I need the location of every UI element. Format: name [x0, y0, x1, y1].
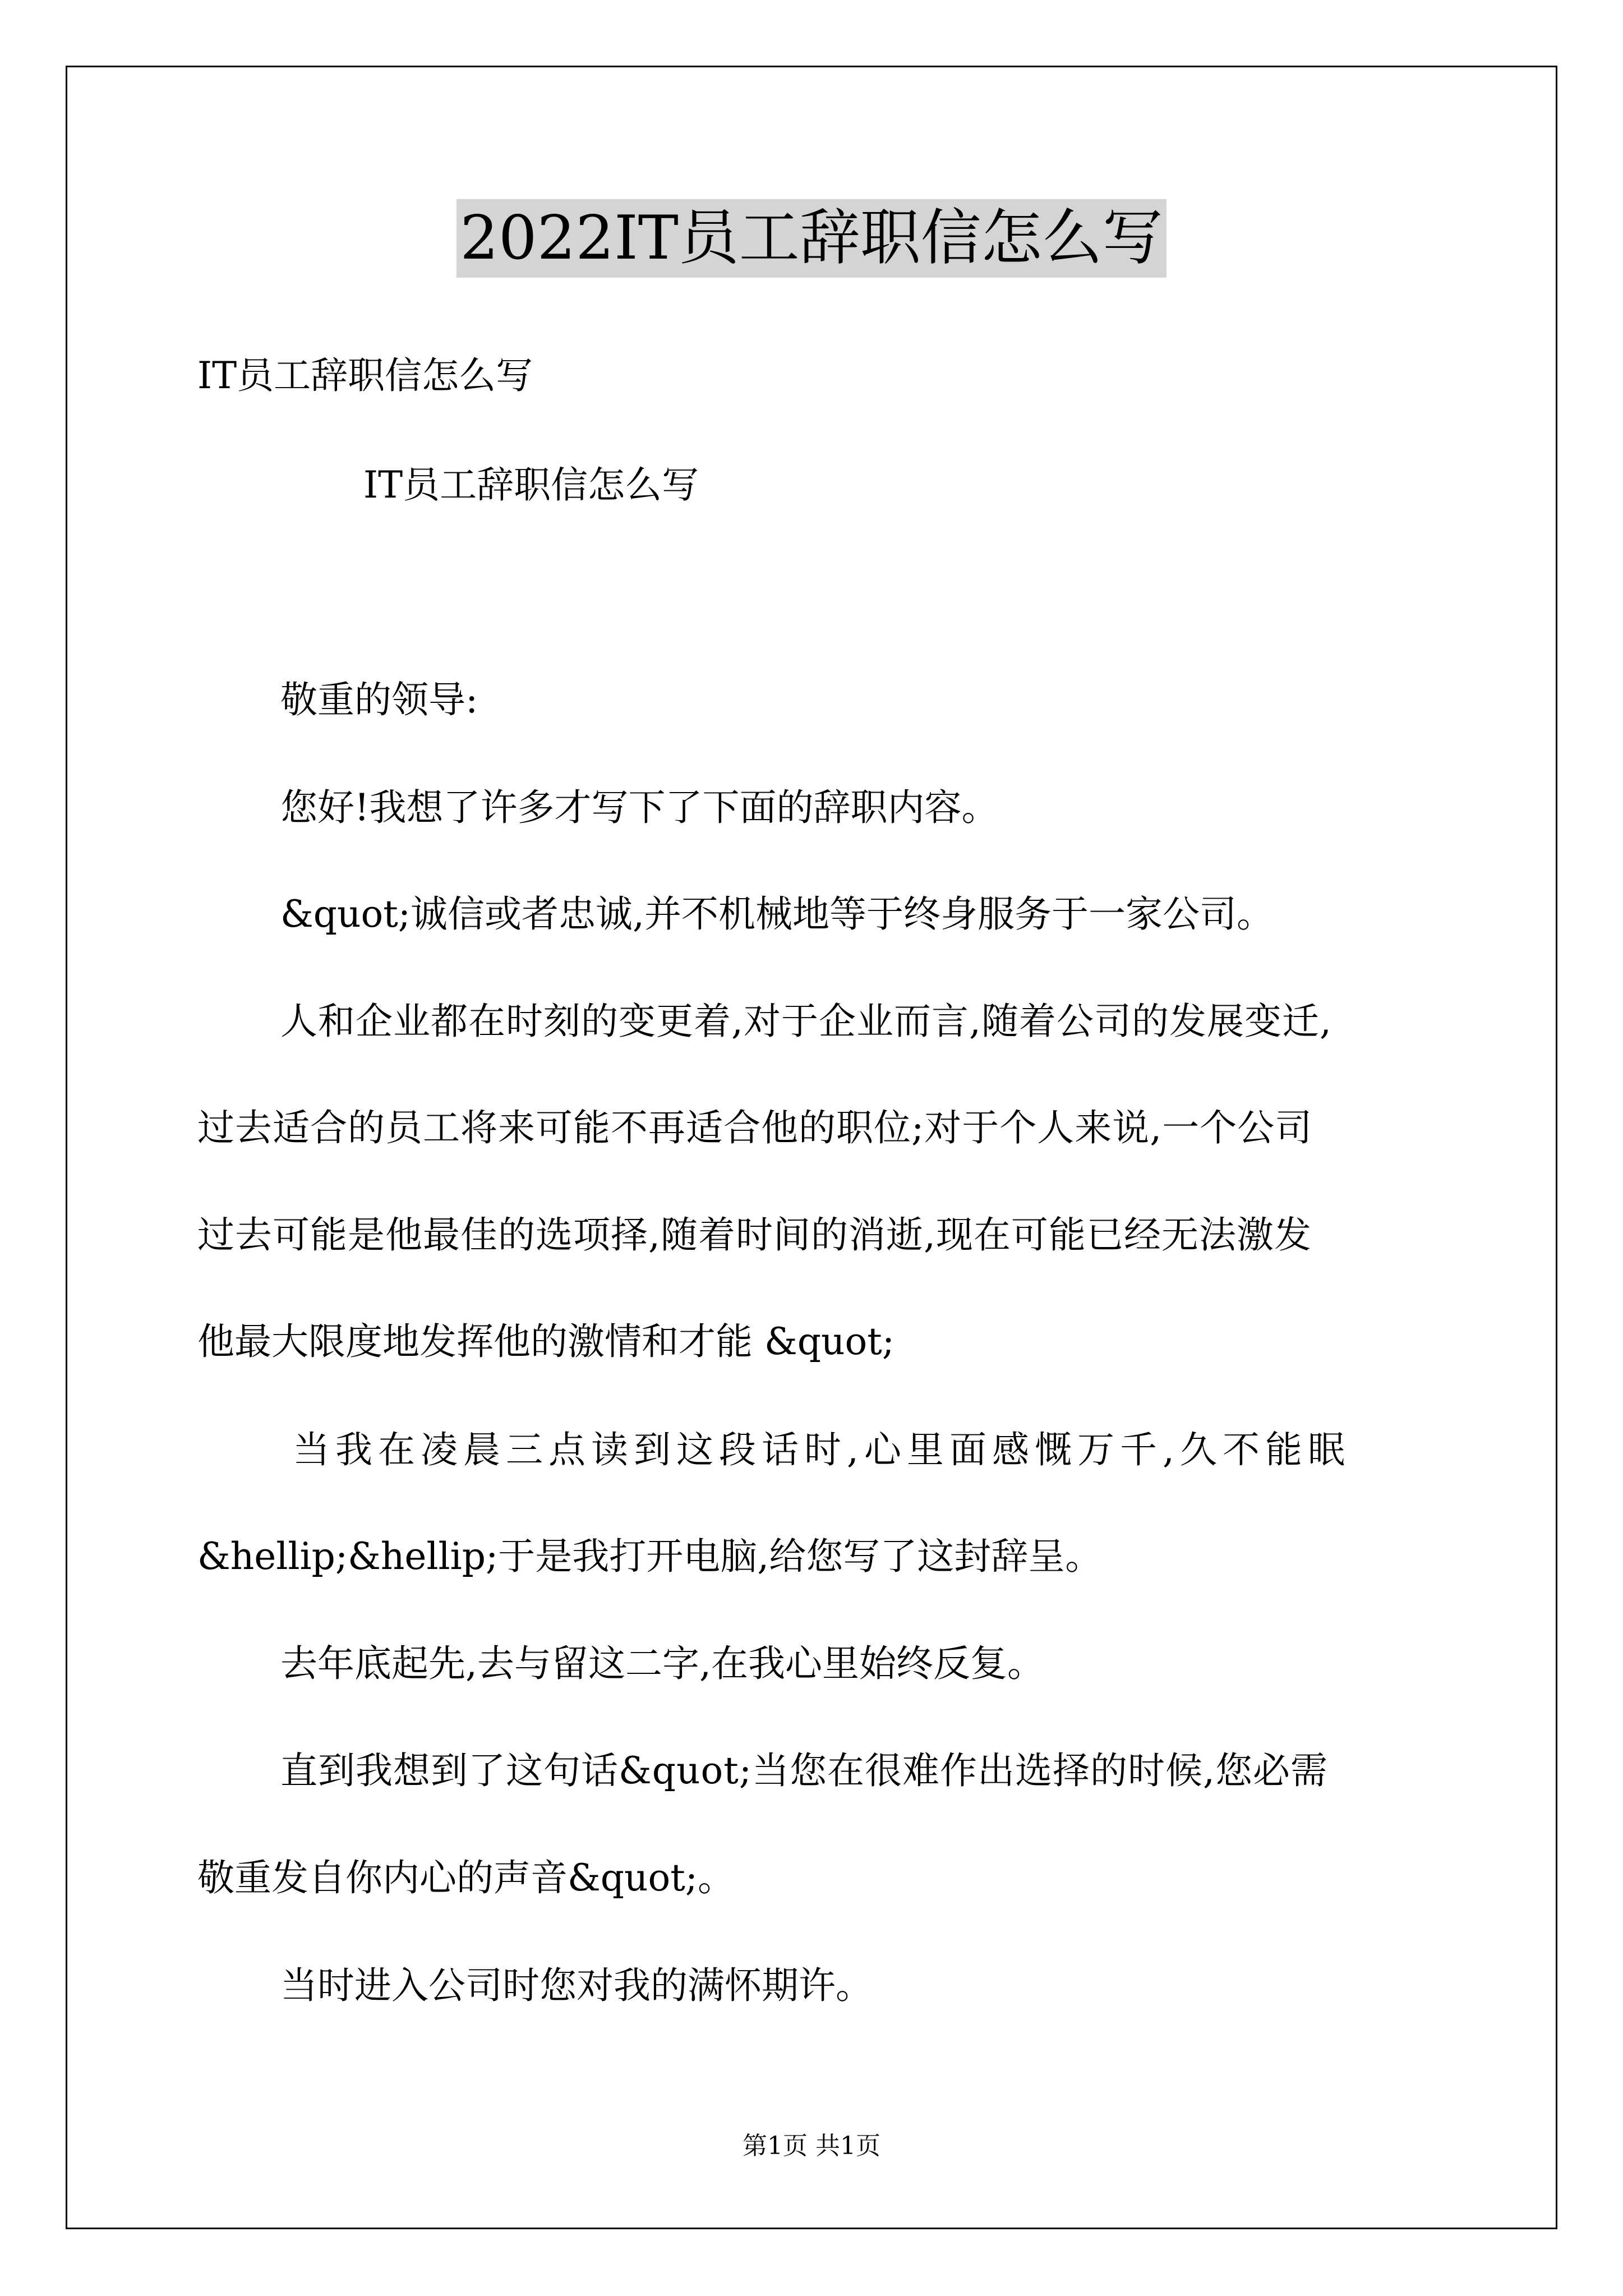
body-line: 去年底起先,去与留这二字,在我心里始终反复。 — [280, 1642, 1044, 1685]
body-line: 过去可能是他最佳的选项择,随着时间的消逝,现在可能已经无法激发 — [197, 1213, 1312, 1257]
body-line: 过去适合的员工将来可能不再适合他的职位;对于个人来说,一个公司 — [197, 1106, 1313, 1149]
body-line: &hellip;&hellip;于是我打开电脑,给您写了这封辞呈。 — [197, 1535, 1103, 1578]
body-line: 人和企业都在时刻的变更着,对于企业而言,随着公司的发展变迁, — [280, 1000, 1332, 1043]
body-line: 敬重发自你内心的声音&quot;。 — [197, 1856, 735, 1899]
body-line: &quot;诚信或者忠诚,并不机械地等于终身服务于一家公司。 — [280, 892, 1274, 936]
title-container — [0, 199, 1623, 278]
salutation-line: 敬重的领导: — [280, 678, 478, 721]
body-line: 您好!我想了许多才写下了下面的辞职内容。 — [280, 786, 999, 829]
subtitle-line: IT员工辞职信怎么写 — [197, 354, 533, 397]
body-line: 当时进入公司时您对我的满怀期许。 — [280, 1964, 873, 2007]
document-title: 2022IT员工辞职信怎么写 — [457, 199, 1166, 278]
body-line: 他最大限度地发挥他的激情和才能 &quot; — [197, 1320, 895, 1363]
body-line: 当我在凌晨三点读到这段话时,心里面感慨万千,久不能眠 — [293, 1428, 1350, 1471]
body-line: 直到我想到了这句话&quot;当您在很难作出选择的时候,您必需 — [280, 1749, 1328, 1792]
page-number-footer: 第1页 共1页 — [743, 2132, 880, 2160]
subtitle-indented-line: IT员工辞职信怎么写 — [363, 463, 699, 507]
